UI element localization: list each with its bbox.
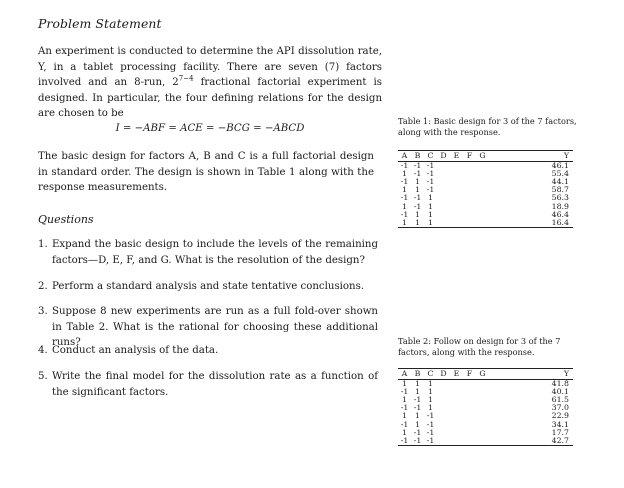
factor-level-cell: 1 — [415, 419, 420, 429]
factor-level-cell: 1 — [415, 185, 420, 195]
header-c: C — [424, 369, 437, 380]
factor-level-cell — [476, 396, 489, 404]
question-1 — [38, 237, 378, 268]
factor-level-cell — [463, 162, 476, 171]
factor-level-cell: -1 — [426, 427, 435, 437]
header-g: G — [476, 151, 489, 162]
factor-level-cell: 1 — [398, 219, 411, 228]
question-number: 3. — [38, 306, 48, 317]
factor-level-cell — [437, 429, 450, 437]
factor-level-cell: -1 — [426, 169, 435, 179]
question-text: Suppose 8 new experiments are run as a full fold-over shown in Table 2. What is the rational for choosing these additional runs? — [52, 306, 378, 349]
table-row — [398, 404, 573, 412]
response-cell: 42.7 — [489, 437, 573, 446]
factor-level-cell — [476, 178, 489, 186]
factor-level-cell: 1 — [415, 209, 420, 219]
response-cell: 34.1 — [551, 419, 569, 429]
factor-level-cell — [437, 380, 450, 389]
factor-level-cell: -1 — [426, 177, 435, 187]
table-row — [398, 211, 573, 219]
factor-level-cell: 1 — [428, 201, 433, 211]
table-row — [398, 396, 573, 404]
factor-level-cell — [437, 421, 450, 429]
factor-level-cell — [450, 211, 463, 219]
factor-level-cell — [463, 429, 476, 437]
factor-level-cell — [463, 178, 476, 186]
factor-level-cell: 1 — [415, 387, 420, 397]
table-row — [398, 412, 573, 420]
factor-level-cell — [463, 194, 476, 202]
question-text: Perform a standard analysis and state tentative conclusions. — [52, 281, 365, 292]
factor-level-cell: -1 — [400, 419, 409, 429]
factor-level-cell — [476, 186, 489, 194]
factor-level-cell — [463, 388, 476, 396]
factor-level-cell — [476, 412, 489, 420]
table-row — [398, 194, 573, 202]
question-text: Conduct an analysis of the data. — [52, 345, 219, 356]
question-number: 1. — [38, 239, 48, 250]
factor-level-cell — [476, 388, 489, 396]
question-2 — [38, 279, 378, 295]
factor-level-cell: -1 — [426, 419, 435, 429]
factor-level-cell — [476, 219, 489, 228]
factor-level-cell — [463, 396, 476, 404]
factor-level-cell: -1 — [413, 193, 422, 203]
header-f: F — [463, 151, 476, 162]
factor-level-cell: -1 — [413, 201, 422, 211]
factor-level-cell — [450, 412, 463, 420]
factor-level-cell — [476, 421, 489, 429]
response-cell: 46.4 — [551, 209, 569, 219]
table-2-caption: Table 2: Follow on design for 3 of the 7 factors, along with the response. — [398, 336, 561, 357]
factor-level-cell: 1 — [428, 387, 433, 397]
table-2-body — [398, 380, 573, 446]
factor-level-cell — [437, 396, 450, 404]
factor-level-cell: -1 — [413, 161, 422, 171]
table-row — [398, 170, 573, 178]
factor-level-cell: -1 — [413, 395, 422, 405]
intro-exponent: 7−4 — [178, 74, 194, 83]
factor-level-cell: -1 — [413, 403, 422, 413]
factor-level-cell: -1 — [400, 387, 409, 397]
response-cell: 16.4 — [489, 219, 573, 228]
response-cell: 37.0 — [551, 403, 569, 413]
factor-level-cell — [476, 437, 489, 446]
intro-paragraph — [38, 44, 382, 122]
response-cell: 41.8 — [551, 379, 569, 389]
factor-level-cell — [476, 194, 489, 202]
factor-level-cell: -1 — [413, 427, 422, 437]
table-1-header-row — [398, 151, 573, 162]
table-row — [398, 186, 573, 194]
factor-level-cell: -1 — [400, 209, 409, 219]
header-d: D — [437, 151, 450, 162]
header-y: Y — [489, 369, 573, 380]
factor-level-cell: 1 — [402, 427, 407, 437]
response-cell: 17.7 — [551, 427, 569, 437]
factor-level-cell: 1 — [402, 201, 407, 211]
factor-level-cell — [437, 412, 450, 420]
factor-level-cell — [450, 170, 463, 178]
factor-level-cell — [450, 178, 463, 186]
defining-relation: I = −ABF = ACE = −BCG = −ABCD — [115, 123, 305, 134]
table-1 — [398, 150, 573, 228]
table-row — [398, 388, 573, 396]
factor-level-cell — [476, 380, 489, 389]
factor-level-cell: -1 — [400, 161, 409, 171]
factor-level-cell: 1 — [428, 395, 433, 405]
factor-level-cell: 1 — [424, 219, 437, 228]
factor-level-cell — [450, 429, 463, 437]
factor-level-cell — [463, 404, 476, 412]
factor-level-cell — [437, 219, 450, 228]
factor-level-cell — [437, 388, 450, 396]
factor-level-cell: 1 — [428, 403, 433, 413]
factor-level-cell: 1 — [411, 219, 424, 228]
factor-level-cell — [437, 437, 450, 446]
header-e: E — [450, 369, 463, 380]
response-cell: 18.9 — [551, 201, 569, 211]
factor-level-cell — [463, 211, 476, 219]
factor-level-cell — [437, 170, 450, 178]
factor-level-cell: 1 — [428, 209, 433, 219]
factor-level-cell — [450, 404, 463, 412]
factor-level-cell: 1 — [402, 379, 407, 389]
table-row — [398, 437, 573, 446]
factor-level-cell: -1 — [424, 437, 437, 446]
response-cell: 58.7 — [551, 185, 569, 195]
factor-level-cell: -1 — [413, 169, 422, 179]
factor-level-cell — [463, 437, 476, 446]
table-row — [398, 380, 573, 389]
factor-level-cell: 1 — [428, 193, 433, 203]
table-row — [398, 162, 573, 171]
factor-level-cell — [437, 162, 450, 171]
factor-level-cell: -1 — [426, 185, 435, 195]
basic-design-paragraph: The basic design for factors A, B and C is a full factorial design in standard order. The design is shown in Table 1 along with the response measurements. — [38, 151, 374, 194]
question-number: 4. — [38, 345, 48, 356]
factor-level-cell — [463, 219, 476, 228]
factor-level-cell — [476, 203, 489, 211]
header-g: G — [476, 369, 489, 380]
response-cell: 40.1 — [551, 387, 569, 397]
factor-level-cell: -1 — [400, 193, 409, 203]
factor-level-cell — [463, 412, 476, 420]
factor-level-cell: 1 — [415, 379, 420, 389]
factor-level-cell — [450, 437, 463, 446]
header-y: Y — [489, 151, 573, 162]
page-title: Problem Statement — [38, 16, 162, 31]
factor-level-cell: 1 — [415, 411, 420, 421]
header-c: C — [424, 151, 437, 162]
factor-level-cell — [463, 203, 476, 211]
factor-level-cell — [463, 380, 476, 389]
factor-level-cell: -1 — [400, 403, 409, 413]
factor-level-cell: -1 — [426, 161, 435, 171]
table-row — [398, 178, 573, 186]
response-cell: 44.1 — [551, 177, 569, 187]
response-cell: 46.1 — [551, 161, 569, 171]
factor-level-cell: -1 — [426, 411, 435, 421]
table-2-header-row — [398, 369, 573, 380]
question-4 — [38, 343, 378, 359]
header-b: B — [411, 151, 424, 162]
question-5 — [38, 369, 378, 400]
question-text: Write the final model for the dissolution rate as a function of the significant factors. — [52, 371, 378, 398]
table-row — [398, 429, 573, 437]
questions-heading: Questions — [38, 213, 94, 226]
factor-level-cell — [437, 203, 450, 211]
intro-text-1: An experiment is conducted to determine the API dissolution rate, Y, in a tablet processing facility. There are seven (7) factors involved and an 8-run, 2 — [38, 46, 382, 89]
table-row — [398, 219, 573, 228]
factor-level-cell — [463, 186, 476, 194]
factor-level-cell — [437, 194, 450, 202]
table-2 — [398, 368, 573, 446]
factor-level-cell: -1 — [400, 177, 409, 187]
factor-level-cell: 1 — [428, 379, 433, 389]
factor-level-cell — [437, 186, 450, 194]
factor-level-cell — [450, 162, 463, 171]
question-number: 2. — [38, 281, 48, 292]
table-1-body — [398, 162, 573, 228]
factor-level-cell — [450, 396, 463, 404]
factor-level-cell — [476, 170, 489, 178]
question-number: 5. — [38, 371, 48, 382]
factor-level-cell — [450, 186, 463, 194]
factor-level-cell — [450, 194, 463, 202]
factor-level-cell: 1 — [402, 395, 407, 405]
question-text: Expand the basic design to include the levels of the remaining factors—D, E, F, and G. What is the resolution of the design? — [52, 239, 378, 266]
intro-text-2: fractional factorial experiment is designed. In particular, the four defining relations for the design are chosen to be — [38, 77, 382, 120]
header-a: A — [398, 369, 411, 380]
response-cell: 22.9 — [551, 411, 569, 421]
factor-level-cell — [450, 203, 463, 211]
factor-level-cell: -1 — [411, 437, 424, 446]
factor-level-cell: 1 — [402, 185, 407, 195]
factor-level-cell — [463, 421, 476, 429]
header-a: A — [398, 151, 411, 162]
factor-level-cell: 1 — [402, 411, 407, 421]
header-f: F — [463, 369, 476, 380]
factor-level-cell — [476, 211, 489, 219]
factor-level-cell — [450, 421, 463, 429]
factor-level-cell — [476, 404, 489, 412]
table-1-caption: Table 1: Basic design for 3 of the 7 factors, along with the response. — [398, 116, 577, 137]
factor-level-cell — [450, 388, 463, 396]
factor-level-cell: -1 — [398, 437, 411, 446]
factor-level-cell — [437, 404, 450, 412]
factor-level-cell: 1 — [415, 177, 420, 187]
response-cell: 55.4 — [551, 169, 569, 179]
table-row — [398, 421, 573, 429]
factor-level-cell — [437, 211, 450, 219]
factor-level-cell — [437, 178, 450, 186]
header-e: E — [450, 151, 463, 162]
response-cell: 61.5 — [551, 395, 569, 405]
response-cell: 56.3 — [551, 193, 569, 203]
factor-level-cell — [463, 170, 476, 178]
header-b: B — [411, 369, 424, 380]
factor-level-cell — [450, 219, 463, 228]
factor-level-cell: 1 — [402, 169, 407, 179]
factor-level-cell — [476, 162, 489, 171]
table-row — [398, 203, 573, 211]
factor-level-cell — [450, 380, 463, 389]
header-d: D — [437, 369, 450, 380]
factor-level-cell — [476, 429, 489, 437]
